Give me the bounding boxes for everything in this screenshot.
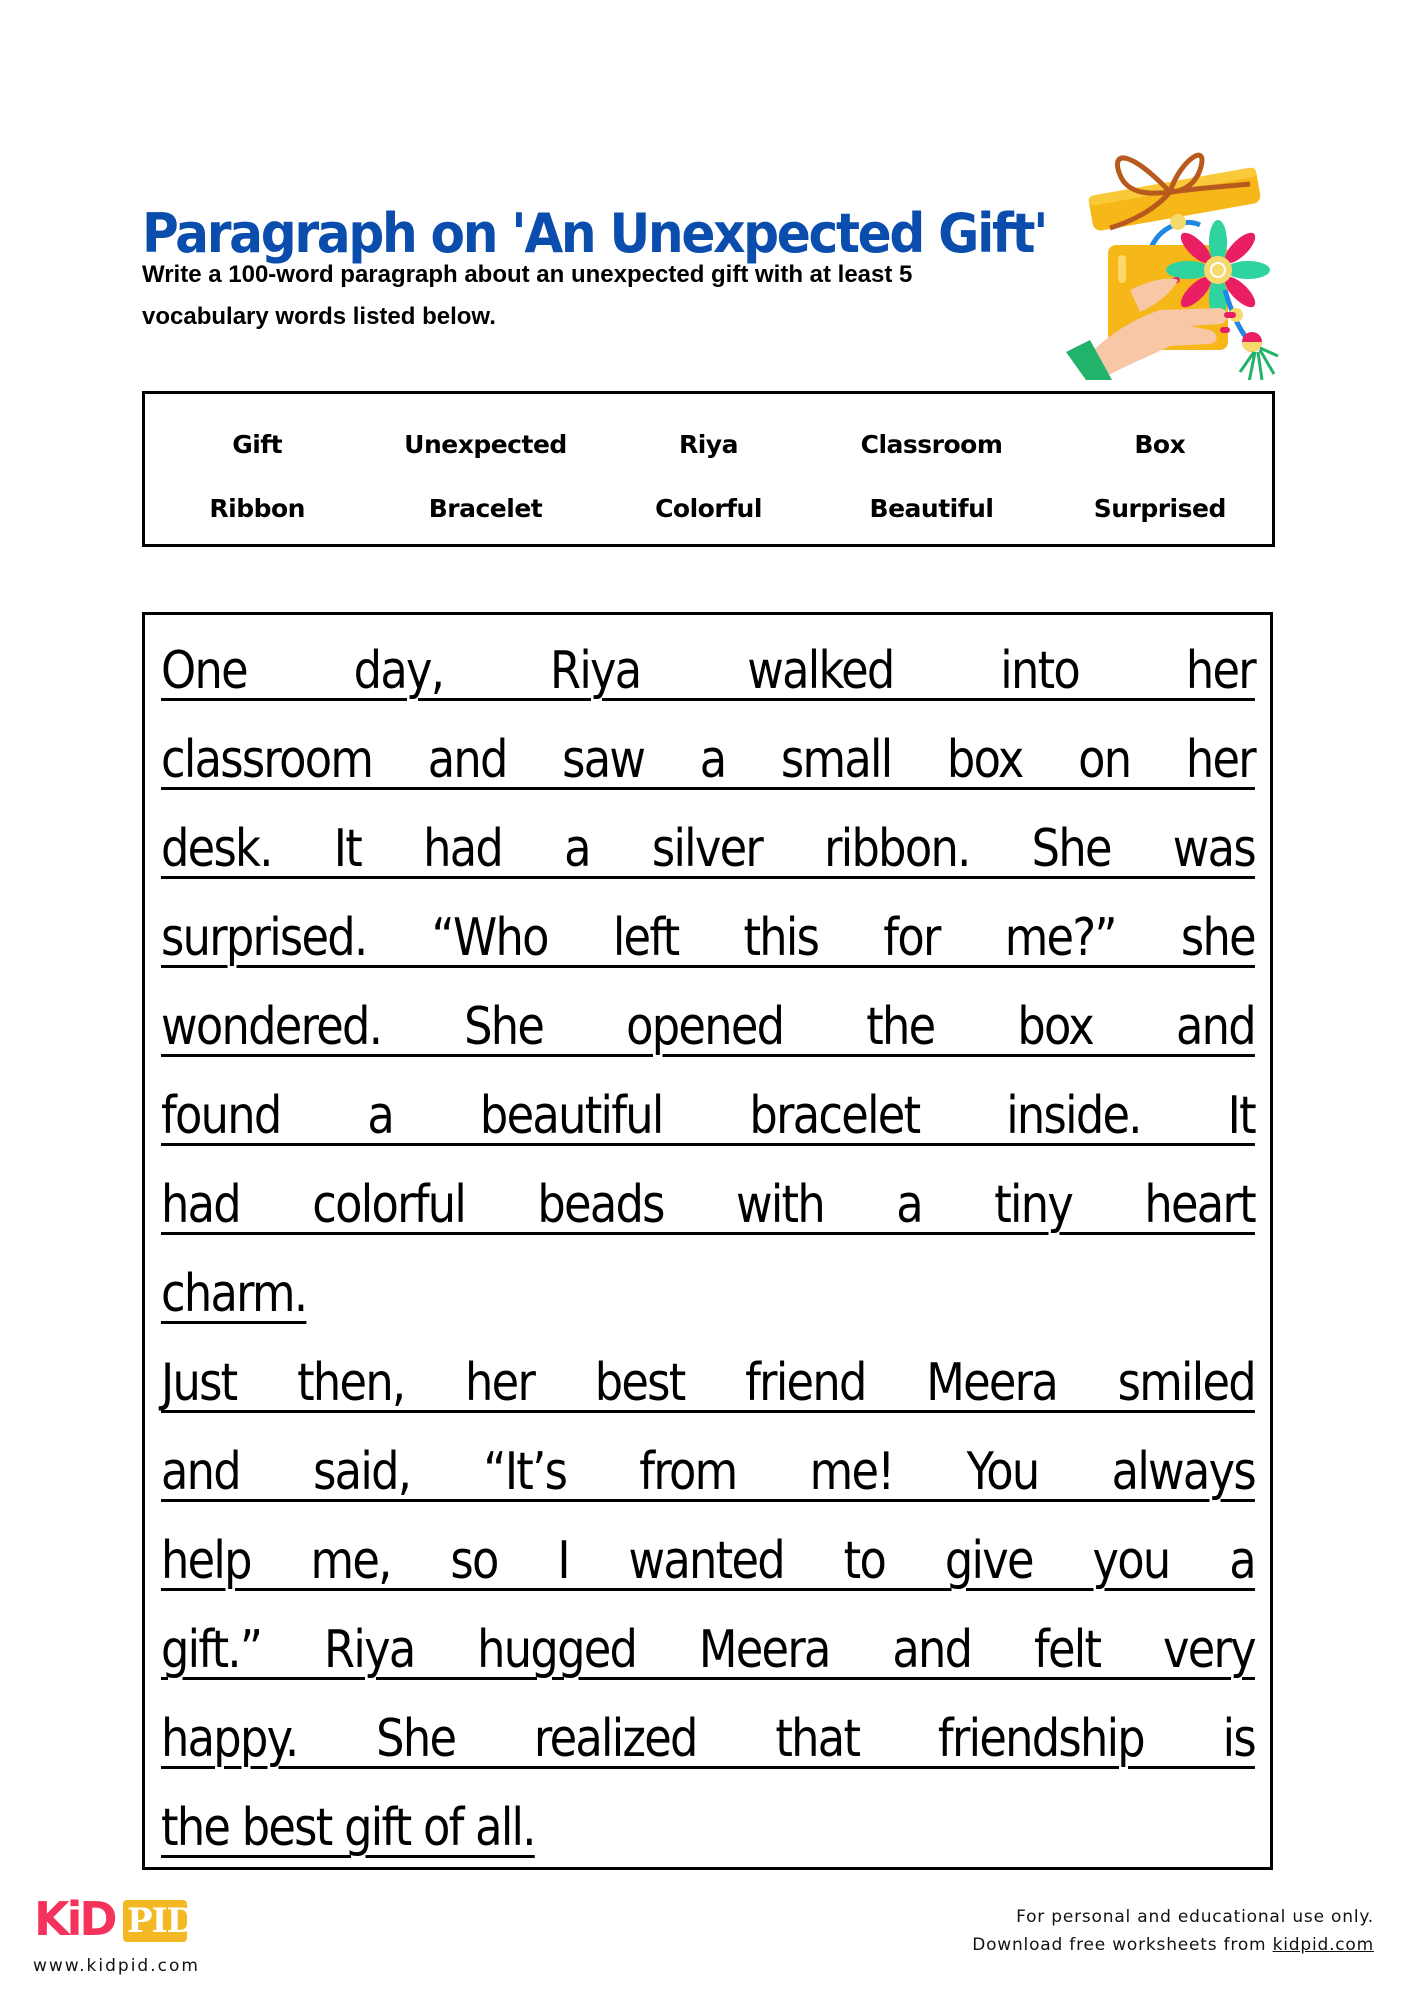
instructions-text: Write a 100-word paragraph about an unexpected gift with at least 5 vocabulary words listed below.: [142, 261, 913, 330]
paragraph-line: had colorful beads with a tiny heart: [161, 1175, 1255, 1235]
paragraph-text: [161, 627, 1255, 1873]
page-title: Paragraph on 'An Unexpected Gift': [142, 202, 1047, 266]
logo-pid-text: PID: [127, 1901, 195, 1941]
paragraph-line: help me, so I wanted to give you a: [161, 1531, 1255, 1591]
vocab-word: Beautiful: [869, 493, 994, 523]
vocab-word: Classroom: [860, 429, 1003, 459]
paragraph-line: One day, Riya walked into her: [161, 641, 1255, 701]
paragraph-line: the best gift of all.: [161, 1798, 535, 1858]
paragraph-line: happy. She realized that friendship is: [161, 1709, 1255, 1769]
paragraph-line: gift.” Riya hugged Meera and felt very: [161, 1620, 1255, 1680]
paragraph-line: found a beautiful bracelet inside. It: [161, 1086, 1255, 1146]
vocab-word: Riya: [678, 429, 738, 459]
vocab-word: Unexpected: [404, 429, 567, 459]
paragraph-line: wondered. She opened the box and: [161, 997, 1255, 1057]
footer-notice: [972, 1903, 1374, 1959]
vocab-word: Bracelet: [428, 493, 543, 523]
vocab-word: Gift: [232, 429, 283, 459]
vocabulary-box: [142, 391, 1275, 547]
gift-box-with-bracelet-illustration-icon: [1060, 130, 1320, 380]
paragraph-line: and said, “It’s from me! You always: [161, 1442, 1255, 1502]
paragraph-line: Just then, her best friend Meera smiled: [161, 1353, 1255, 1413]
paragraph-line: classroom and saw a small box on her: [161, 730, 1255, 790]
paragraph-box: [142, 612, 1273, 1870]
footer-notice-prefix: Download free worksheets from: [972, 1935, 1273, 1955]
paragraph-line: surprised. “Who left this for me?” she: [161, 908, 1255, 968]
vocab-word: Box: [1134, 429, 1186, 459]
logo-kid-text: KiD: [34, 1892, 115, 1946]
kidpid-link[interactable]: kidpid.com: [1272, 1935, 1374, 1955]
footer-notice-line2: [972, 1931, 1374, 1959]
logo-url: www.kidpid.com: [33, 1956, 200, 1976]
vocab-word: Colorful: [655, 493, 762, 523]
vocabulary-grid: [145, 394, 1272, 540]
kidpid-logo[interactable]: [34, 1892, 195, 1946]
vocab-word: Ribbon: [209, 493, 305, 523]
paragraph-line: desk. It had a silver ribbon. She was: [161, 819, 1255, 879]
paragraph-line: charm.: [161, 1264, 307, 1324]
footer-notice-line1: For personal and educational use only.: [1016, 1907, 1374, 1927]
vocab-word: Surprised: [1093, 493, 1226, 523]
